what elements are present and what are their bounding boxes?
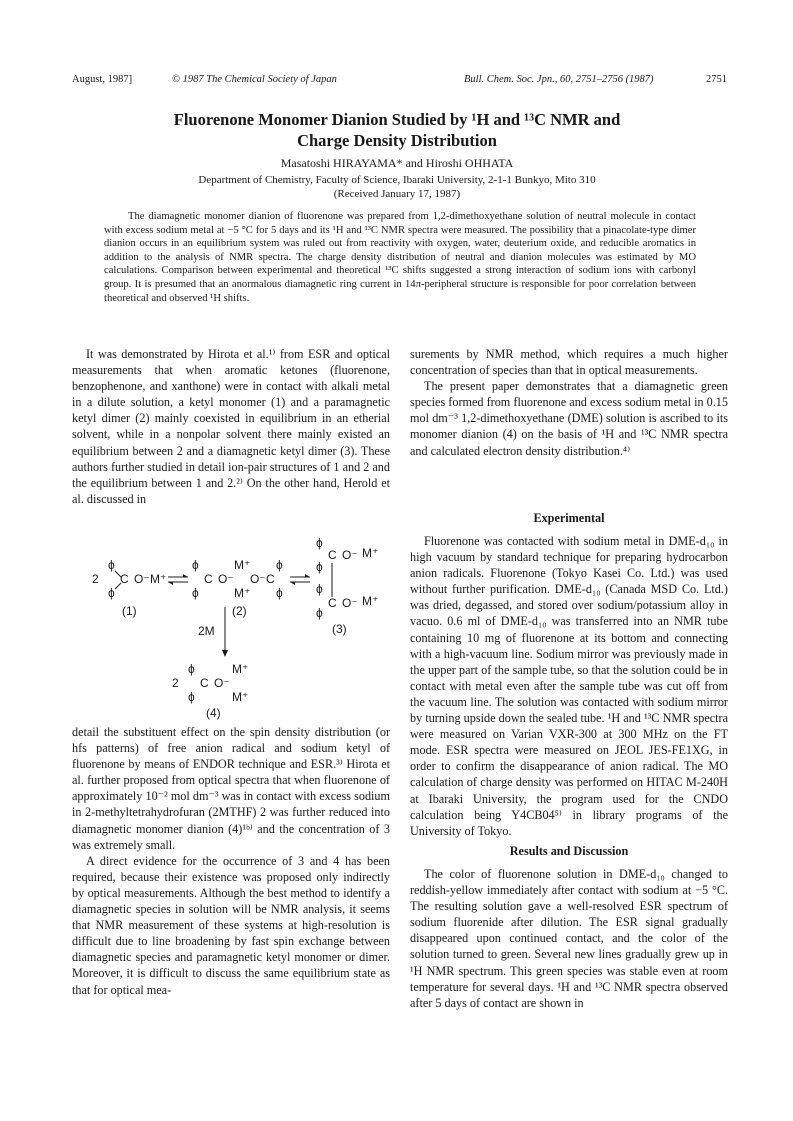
running-header-date: August, 1987] xyxy=(72,74,133,85)
running-header-journal: Bull. Chem. Soc. Jpn., 60, 2751–2756 (1987) xyxy=(464,74,654,85)
running-header-copyright: © 1987 The Chemical Society of Japan xyxy=(172,74,337,85)
intro-paragraph-1: It was demonstrated by Hirota et al.¹⁾ from ESR and optical measurements that when aromatic ketones (fluorenone, benzophenone, and xanthone) were in contact with alkali metal in a dilute solution, a ketyl monomer (1) and a paramagnetic ketyl dimer (2) mainly coexisted in equilibrium in an etherial solvent, while in a nonpolar solvent there mainly existed an equilibrium between 2 and a diamagnetic ketyl dimer (3). These authors further studied in detail ion-pair structures of 1 and 2 and the equilibrium between 1 and 2.²⁾ On the other hand, Herold et al. discussed in xyxy=(72,347,390,506)
right-column-top xyxy=(410,346,728,459)
scheme-metal-cation: M⁺ xyxy=(234,558,251,572)
scheme-metal-cation: M⁺ xyxy=(150,572,167,586)
scheme-phi: ϕ xyxy=(192,558,199,572)
scheme-label-4: (4) xyxy=(206,706,221,720)
affiliation-block xyxy=(96,173,698,201)
scheme-oxygen-anion: O⁻ xyxy=(218,572,234,586)
scheme-phi: ϕ xyxy=(316,582,323,596)
experimental-section xyxy=(410,533,728,839)
title-line-2: Charge Density Distribution xyxy=(297,131,497,150)
scheme-metal-cation: M⁺ xyxy=(234,586,251,600)
scheme-metal-cation: M⁺ xyxy=(362,546,379,560)
scheme-coef-2-left: 2 xyxy=(92,572,99,586)
scheme-oxygen-anion: O⁻ xyxy=(134,572,150,586)
scheme-oxygen-anion: O⁻ xyxy=(342,548,358,562)
scheme-label-3: (3) xyxy=(332,622,347,636)
scheme-phi: ϕ xyxy=(108,558,115,572)
page-number: 2751 xyxy=(706,74,727,85)
scheme-carbon: C xyxy=(266,572,275,586)
left-column-top xyxy=(72,346,390,507)
scheme-reagent-2m: 2M xyxy=(198,624,215,638)
scheme-phi: ϕ xyxy=(188,662,195,676)
received-date: (Received January 17, 1987) xyxy=(333,188,461,200)
scheme-oxygen-anion: O⁻ xyxy=(342,596,358,610)
scheme-carbon: C xyxy=(328,548,337,562)
left-column-bottom xyxy=(72,724,390,998)
experimental-paragraph: Fluorenone was contacted with sodium metal in DME-d₁₀ in high vacuum by standard technique for preparing hydrocarbon anion radicals. Fluorenone (Tokyo Kasei Co. Ltd.) was used without further purification. DME-d₁₀ (Canada MSD Co. Ltd.) was dried, degassed, and stored over sodium/potassium alloy in vacuo. 0.6 ml of DME-d₁₀ was transferred into an NMR tube containing 10 mg of fluorenone at its bottom and connecting with a high-vacuum line. Sodium mirror was previously made in the upper part of the sample tube, so that the solution could be in contact with metal even after the sample tube was cut off from the vacuum line. The solution was contacted with sodium mirror by turning upside down the sealed tube. ¹H and ¹³C NMR spectra were measured on Varian VXR-300 at 300 MHz on the FT mode. ESR spectra were measured on JEOL JES-FE1XG, in order to confirm the disappearance of anion radical. The MO calculation of charge density was performed on HITAC M-240H at Ibaraki University, the program used for the CNDO calculation being Y4CB04⁵⁾ in library programs of the University of Tokyo. xyxy=(410,534,728,838)
scheme-phi: ϕ xyxy=(316,536,323,550)
intro-paragraph-4: surements by NMR method, which requires a much higher concentration of species than that in optical measurements. xyxy=(410,347,728,378)
scheme-phi: ϕ xyxy=(108,586,115,600)
scheme-metal-cation: M⁺ xyxy=(232,662,249,676)
scheme-carbon: C xyxy=(200,676,209,690)
scheme-phi: ϕ xyxy=(276,586,283,600)
scheme-phi: ϕ xyxy=(316,560,323,574)
article-title xyxy=(96,109,698,151)
scheme-label-2: (2) xyxy=(232,604,247,618)
scheme-phi: ϕ xyxy=(276,558,283,572)
scheme-oxygen-anion: O⁻ xyxy=(214,676,230,690)
scheme-phi: ϕ xyxy=(192,586,199,600)
scheme-carbon: C xyxy=(120,572,129,586)
reaction-scheme xyxy=(70,535,400,720)
intro-paragraph-3: A direct evidence for the occurrence of 3 and 4 has been required, because their existence was proposed only indirectly by optical measurements. Although the best method to identify a diamagnetic species in solution will be NMR analysis, it seems that NMR measurement of these systems at high-resolution is difficult due to line broadening by fast spin exchange between diamagnetic species and paramagnetic ketyl monomer or dimer. Moreover, it is difficult to discuss the same equilibrium state as that for optical mea- xyxy=(72,853,390,997)
scheme-phi: ϕ xyxy=(316,606,323,620)
scheme-carbon: C xyxy=(328,596,337,610)
scheme-metal-cation: M⁺ xyxy=(232,690,249,704)
section-heading-experimental: Experimental xyxy=(533,511,605,525)
scheme-carbon: C xyxy=(204,572,213,586)
scheme-phi: ϕ xyxy=(188,690,195,704)
abstract: The diamagnetic monomer dianion of fluorenone was prepared from 1,2-dimethoxyethane solution of neutral molecule in contact with excess sodium metal at −5 °C for 5 days and its ¹H and ¹³C NMR spectra were measured. The possibility that a pinacolate-type dimer dianion occurs in an equilibrium system was ruled out from reactivity with oxygen, water, deuterium oxide, and reducible aromatics in addition to the analysis of NMR spectra. The charge density distribution of neutral and dianion molecules was estimated by MO calculations. Comparison between experimental and theoretical ¹³C shifts suggested a strong interaction of sodium ions with carbonyl group. It is presumed that an anormalous diamagnetic ring current in 14π-peripheral structure is responsible for poor correlation between theoretical and observed ¹H shifts. xyxy=(104,211,696,304)
affiliation: Department of Chemistry, Faculty of Science, Ibaraki University, 2-1-1 Bunkyo, Mito 310 xyxy=(198,174,596,186)
results-paragraph: The color of fluorenone solution in DME-d₁₀ changed to reddish-yellow immediately after contact with sodium at −5 °C. The resulting solution gave a well-resolved ESR spectrum of sodium fluorenide after dilution. The ESR signal gradually disappeared upon continued contact, and the color of the solution turned to green. Several new lines gradually grew up in ¹H NMR spectrum. This green species was stable even at room temperature for several days. ¹H and ¹³C NMR spectra observed after 5 days of contact are shown in xyxy=(410,867,728,1010)
title-line-1: Fluorenone Monomer Dianion Studied by ¹H and ¹³C NMR and xyxy=(173,110,621,129)
scheme-metal-cation: M⁺ xyxy=(362,594,379,608)
scheme-oxygen-anion: O⁻ xyxy=(250,572,266,586)
scheme-coef-2-bottom: 2 xyxy=(172,676,179,690)
authors: Masatoshi HIRAYAMA* and Hiroshi OHHATA xyxy=(280,156,514,170)
scheme-label-1: (1) xyxy=(122,604,137,618)
results-section xyxy=(410,866,728,1011)
section-heading-results: Results and Discussion xyxy=(509,844,629,858)
intro-paragraph-2: detail the substituent effect on the spin density distribution (or hfs patterns) of free anion radical and sodium ketyl of fluorenone by means of ENDOR technique and ESR.³⁾ Hirota et al. further proposed from optical spectra that when fluorenone of approximately 10⁻² mol dm⁻³ was in contact with excess sodium in 2-methyltetrahydrofuran (2MTHF) 2 was further reduced into diamagnetic monomer dianion (4)¹ᵇ⁾ and the concentration of 3 was extremely small. xyxy=(72,725,390,852)
intro-paragraph-5: The present paper demonstrates that a diamagnetic green species formed from fluorenone and excess sodium metal in 0.15 mol dm⁻³ 1,2-dimethoxyethane (DME) solution is ascribed to its monomer dianion (4) on the basis of ¹H and ¹³C NMR spectra and calculated electron density distribution.⁴⁾ xyxy=(410,379,728,458)
